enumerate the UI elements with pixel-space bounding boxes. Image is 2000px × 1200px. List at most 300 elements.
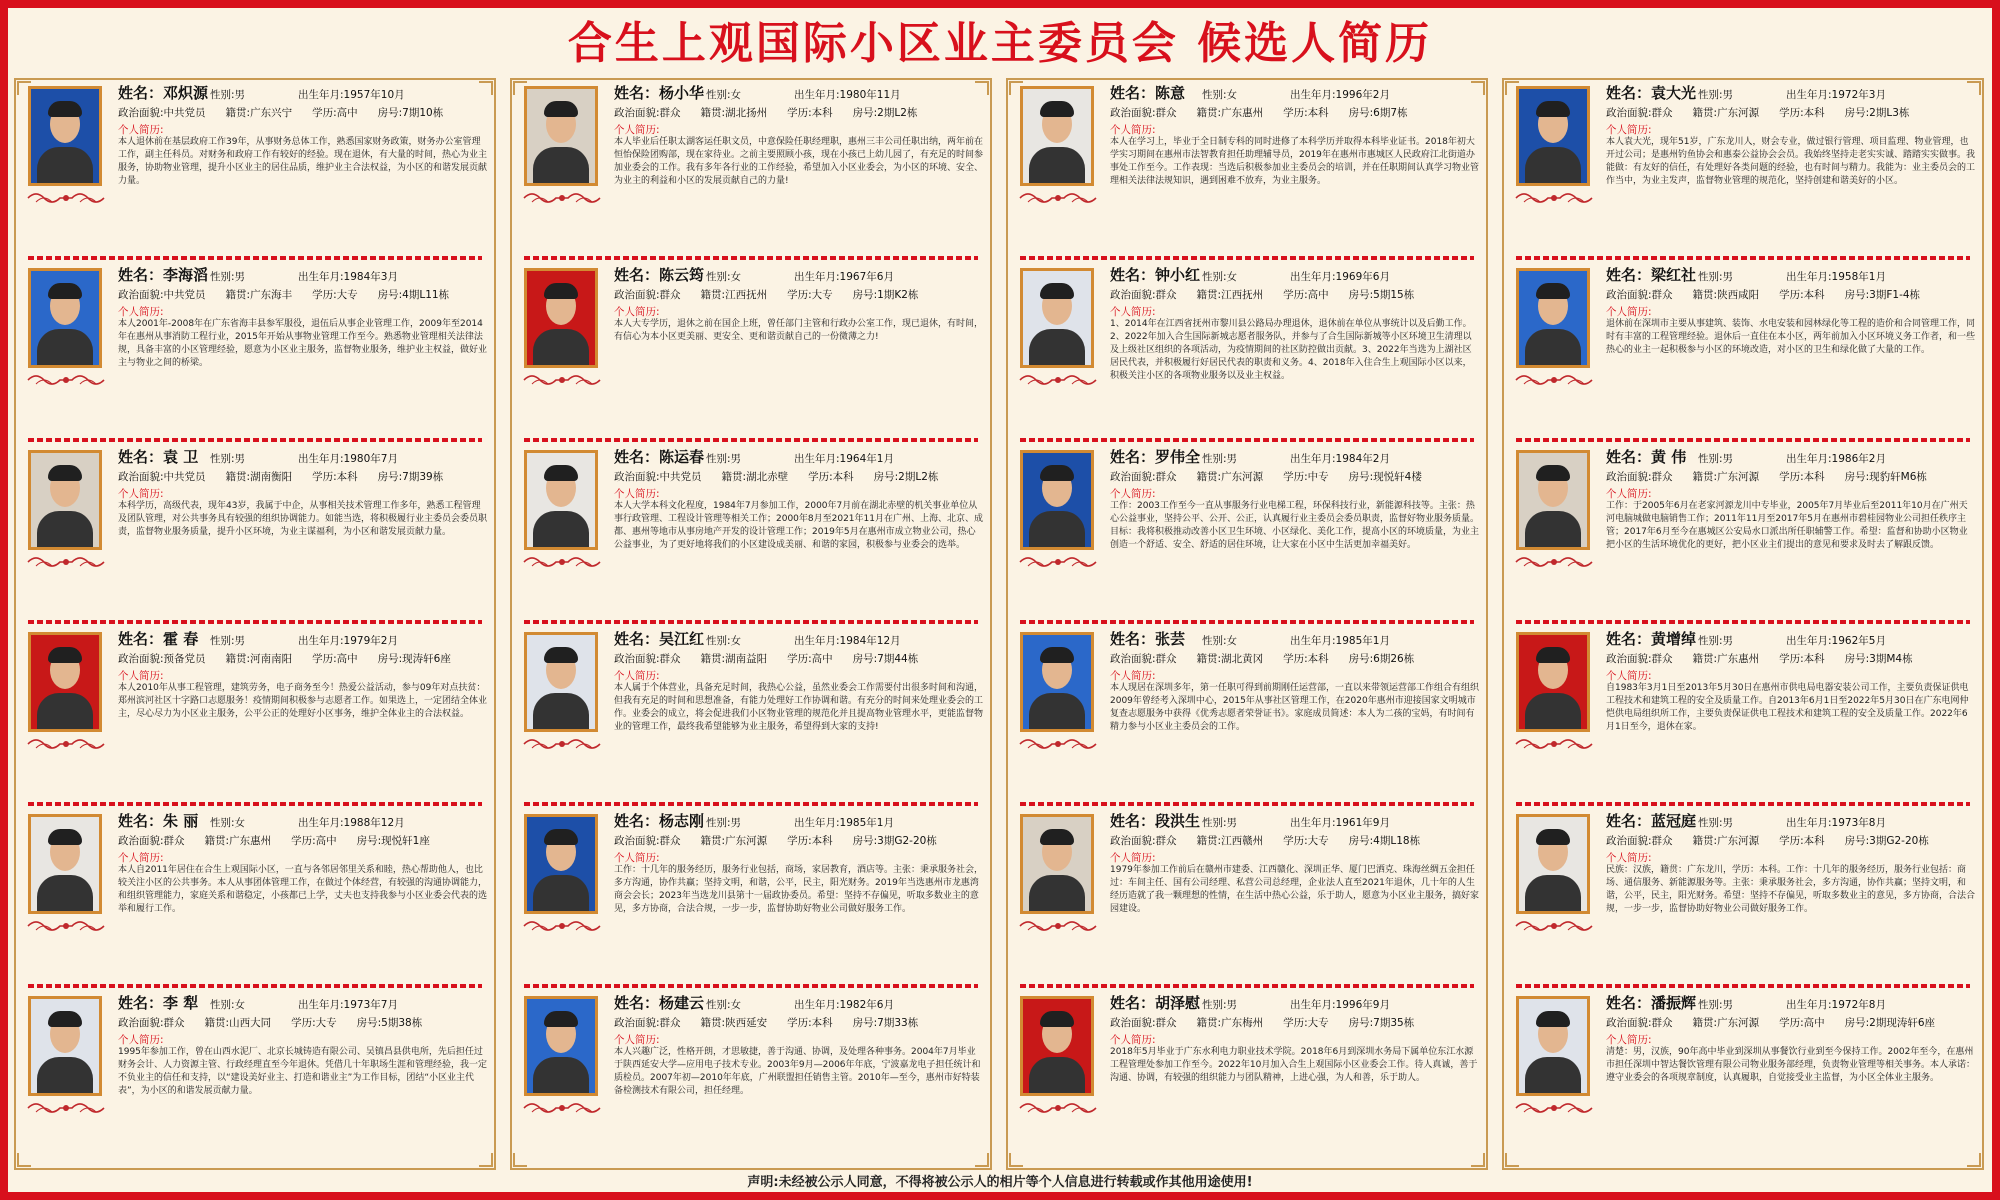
candidate-gender: 性别:男: [1202, 817, 1238, 829]
candidate-photo: [1516, 814, 1590, 914]
candidate-origin: 籍贯:河南南阳: [225, 653, 293, 665]
candidate-name: 姓名：罗伟全: [1110, 448, 1201, 466]
decorative-scroll-icon: [1018, 736, 1098, 752]
candidate-room: 房号:现悦轩1座: [356, 835, 430, 847]
candidate-political-status: 政治面貌:群众: [1606, 653, 1673, 665]
candidate-political-status: 政治面貌:群众: [614, 653, 681, 665]
candidate-birthdate: 出生年月:1984年3月: [298, 271, 398, 283]
resume-label: 个人简历:: [1606, 852, 1652, 864]
candidate-header: [1110, 630, 1482, 684]
candidate-origin: 籍贯:广东河源: [1692, 1017, 1760, 1029]
candidate-photo: [1516, 86, 1590, 186]
candidate-resume-text: 清楚：男，汉族，90年高中毕业到深圳从事餐饮行业到至今保持工作。2002年至今，在惠州市担任深圳中智达餐饮管理有限公司物业服务部经理，负责物业管理等相关事务。本人承诺：遵守业委会的各项规章制度，认真履职，自觉接受业主监督，为小区全体业主服务。: [1606, 1047, 1976, 1083]
candidate-resume-text: 本人2001年-2008年在广东省海丰县参军服役，退伍后从事企业管理工作，2009年至2014年在惠州从事消防工程行业，2015年开始从事物业管理工作至今。熟悉物业管理相关法律法规，具备丰富的小区管理经验，愿意为小区业主服务，监督物业服务，维护业主权益，做好业主与物业之间的桥梁。: [118, 319, 488, 368]
candidate-header: [614, 84, 986, 138]
candidate-photo: [1516, 632, 1590, 732]
candidate-education: 学历:本科: [312, 471, 358, 483]
candidate-room: 房号:现豹轩M6栋: [1844, 471, 1927, 483]
decorative-scroll-icon: [26, 190, 106, 206]
candidate-political-status: 政治面貌:群众: [1110, 289, 1177, 301]
candidate-room: 房号:7期10栋: [377, 107, 444, 119]
candidate-resume-text: 本人毕业后任职太湖客运任职文员，中意保险任职经理职，惠州三丰公司任职出纳，两年前在恒怡保险团购部，现在家待业。之前主要照顾小孩，现在小孩已上幼儿园了，有充足的时间参加业委会的工作。我有多年各行业的工作经验，希望加入小区业委会，为小区的环境、安全、为业主的利益和小区的发展贡献自己的力量!: [614, 137, 984, 186]
candidate-name: 姓名：杨建云: [614, 994, 705, 1012]
candidate-column: [14, 78, 496, 1170]
candidate-name: 姓名：胡泽慰: [1110, 994, 1201, 1012]
candidate-gender: 性别:女: [706, 635, 742, 647]
candidate-room: 房号:3期G2-20栋: [1844, 835, 1929, 847]
candidate-header: [118, 266, 490, 320]
candidate-political-status: 政治面貌:群众: [614, 289, 681, 301]
candidate-header: [614, 994, 986, 1048]
candidate-political-status: 政治面貌:群众: [1606, 1017, 1673, 1029]
candidate-room: 房号:现涛轩6座: [377, 653, 451, 665]
candidate-education: 学历:本科: [1779, 653, 1825, 665]
candidate-photo: [28, 86, 102, 186]
candidate-gender: 性别:女: [706, 89, 742, 101]
candidate-photo: [524, 450, 598, 550]
candidate-room: 房号:1期K2栋: [852, 289, 919, 301]
candidate-room: 房号:7期35栋: [1348, 1017, 1415, 1029]
candidate-political-status: 政治面貌:群众: [1606, 471, 1673, 483]
candidate-origin: 籍贯:湖南衡阳: [225, 471, 293, 483]
candidate-gender: 性别:男: [1202, 453, 1238, 465]
candidate-birthdate: 出生年月:1958年1月: [1786, 271, 1886, 283]
candidate-gender: 性别:女: [210, 999, 246, 1011]
candidate-resume-text: 本人自2011年居住在合生上观国际小区，一直与各邻居邻里关系和睦，热心帮助他人，也比较关注小区的公共事务。本人从事团体管理工作，在做过个体经营，有较强的沟通协调能力，和组织管理能力，家庭关系和谐稳定，小孩都已上学，丈夫也支持我参与小区业委会代表的选举和履行工作。: [118, 865, 488, 914]
candidate-resume-text: 本人袁大光，现年51岁，广东龙川人，财会专业，做过银行管理、项目监理、物业管理，也开过公司；是惠州钓鱼协会和惠泰公益协会会员。我始终坚持走老实实诚、踏踏实实做事。我能做：有友好的信任，有处理好各类问题的经验，也有时间与精力。我能为：业主委员会的工作当中，为业主发声，监督物业管理的规范化，坚持创建和谐美好的小区。: [1606, 137, 1976, 186]
candidate-room: 房号:5期38栋: [356, 1017, 423, 1029]
candidate-photo: [1020, 996, 1094, 1096]
candidate-room: 房号:7期44栋: [852, 653, 919, 665]
candidate-card: [510, 442, 992, 624]
candidate-header: [1110, 812, 1482, 866]
candidate-political-status: 政治面貌:中共党员: [118, 107, 206, 119]
candidate-room: 房号:6期26栋: [1348, 653, 1415, 665]
candidate-photo: [1020, 450, 1094, 550]
candidate-room: 房号:现悦轩4楼: [1348, 471, 1422, 483]
candidate-header: [1606, 266, 1978, 320]
candidate-birthdate: 出生年月:1984年12月: [794, 635, 901, 647]
candidate-card: [510, 988, 992, 1170]
candidate-resume-text: 自1983年3月1日至2013年5月30日在惠州市供电局电器安装公司工作，主要负责保证供电工程技术和建筑工程的安全及质量工作。自2013年6月1日至2022年5月30日在广东电网仲恺供电局组织所工作，主要负责保证供电工程技术和建筑工程的安全及质量工作。2022年6月1日至今，退休在家。: [1606, 683, 1969, 732]
candidate-column: [1006, 78, 1488, 1170]
candidate-name: 姓名：陈云筠: [614, 266, 705, 284]
candidate-resume-text: 本人在学习上，毕业于全日制专科的同时进修了本科学历并取得本科毕业证书。2018年初大学实习期间在惠州市法智教育担任助理辅导员，2019年在惠州市惠城区人民政府江北街道办事处工作至今。工作表现：当选后积极参加业主委员会的培训，并在任职期间认真学习物业管理相关法律法规知识，遇到困难不放弃，为业主服务。: [1110, 137, 1480, 186]
candidate-header: [1606, 630, 1978, 684]
candidate-birthdate: 出生年月:1984年2月: [1290, 453, 1390, 465]
candidate-education: 学历:本科: [787, 835, 833, 847]
candidate-photo: [28, 632, 102, 732]
candidate-gender: 性别:男: [706, 817, 742, 829]
candidate-birthdate: 出生年月:1985年1月: [794, 817, 894, 829]
candidate-card: [14, 988, 496, 1170]
candidate-birthdate: 出生年月:1957年10月: [298, 89, 405, 101]
candidate-header: [118, 84, 490, 138]
candidate-header: [1110, 448, 1482, 502]
candidate-header: [1110, 994, 1482, 1048]
candidate-card: [510, 260, 992, 442]
candidate-name: 姓名：钟小红: [1110, 266, 1201, 284]
candidate-room: 房号:2期L2栋: [873, 471, 939, 483]
resume-label: 个人简历:: [1606, 488, 1652, 500]
candidate-resume-text: 本人退休前在基层政府工作39年，从事财务总体工作，熟悉国家财务政策，财务办公室管理工作，副主任科员。对财务和政府工作有较好的经验。现在退休，有大量的时间，热心为业主服务，协助物业管理，提升小区业主的居住品质，维护业主合法权益，为小区的和谐发展贡献力量。: [118, 137, 488, 186]
candidate-origin: 籍贯:湖南益阳: [700, 653, 768, 665]
candidate-origin: 籍贯:江西赣州: [1196, 835, 1264, 847]
candidate-photo: [524, 86, 598, 186]
candidate-card: [1006, 806, 1488, 988]
candidate-origin: 籍贯:广东河源: [700, 835, 768, 847]
candidate-origin: 籍贯:江西抚州: [1196, 289, 1264, 301]
candidate-education: 学历:本科: [808, 471, 854, 483]
candidate-gender: 性别:女: [706, 271, 742, 283]
candidate-political-status: 政治面貌:预备党员: [118, 653, 206, 665]
candidate-header: [1110, 266, 1482, 320]
candidate-header: [118, 448, 490, 502]
candidate-origin: 籍贯:陕西咸阳: [1692, 289, 1760, 301]
candidate-birthdate: 出生年月:1985年1月: [1290, 635, 1390, 647]
candidate-origin: 籍贯:广东兴宁: [225, 107, 293, 119]
resume-label: 个人简历:: [1606, 306, 1652, 318]
candidate-header: [614, 266, 986, 320]
candidate-political-status: 政治面貌:群众: [1606, 835, 1673, 847]
candidate-birthdate: 出生年月:1988年12月: [298, 817, 405, 829]
candidate-photo: [1516, 996, 1590, 1096]
candidate-room: 房号:7期39栋: [377, 471, 444, 483]
decorative-scroll-icon: [522, 372, 602, 388]
resume-label: 个人简历:: [1110, 670, 1156, 682]
candidate-resume-text: 1、2014年在江西省抚州市黎川县公路局办理退休，退休前在单位从事统计以及后勤工作。2、2022年加入合生国际新城志愿者服务队，并参与了合生国际新城等小区环境卫生清理以及上级社区组织的各项活动，为疫情期间的社区防控做出贡献。3、2022年当选为上湖社区居民代表，并积极履行好居民代表的职责和义务。4、2018年入住合生上观国际小区以来，积极关注小区的各项物业服务以及业主权益。: [1110, 319, 1472, 381]
candidate-name: 姓名：潘振辉: [1606, 994, 1697, 1012]
candidate-header: [614, 448, 986, 502]
candidate-political-status: 政治面貌:中共党员: [118, 289, 206, 301]
candidate-photo: [1516, 450, 1590, 550]
candidate-name: 姓名：陈运春: [614, 448, 705, 466]
candidate-gender: 性别:男: [1698, 271, 1734, 283]
candidate-photo: [28, 814, 102, 914]
candidate-birthdate: 出生年月:1996年9月: [1290, 999, 1390, 1011]
candidate-header: [1606, 994, 1978, 1048]
decorative-scroll-icon: [522, 918, 602, 934]
resume-label: 个人简历:: [614, 1034, 660, 1046]
candidate-name: 姓名：杨小华: [614, 84, 705, 102]
candidate-resume-text: 本科学历，高级代表，现年43岁，我属于中企，从事相关技术管理工作多年，熟悉工程管理及团队管理，对公共事务具有较强的组织协调能力。如能当选，将积极履行业主委员会委员职责，监督物业服务质量，提升小区环境，为业主谋福利，为小区和谐发展贡献力量。: [118, 501, 488, 537]
candidate-origin: 籍贯:广东海丰: [225, 289, 293, 301]
candidate-card: [1502, 78, 1984, 260]
candidate-name: 姓名：黄增绰: [1606, 630, 1697, 648]
candidate-gender: 性别:男: [210, 453, 246, 465]
candidate-origin: 籍贯:广东惠州: [1196, 107, 1264, 119]
candidate-name: 姓名：霍 春: [118, 630, 199, 648]
candidate-gender: 性别:男: [210, 271, 246, 283]
candidate-photo: [28, 268, 102, 368]
candidate-header: [1606, 448, 1978, 502]
candidate-room: 房号:2期现涛轩6座: [1844, 1017, 1936, 1029]
candidate-political-status: 政治面貌:群众: [1110, 1017, 1177, 1029]
candidate-gender: 性别:男: [1698, 817, 1734, 829]
candidate-origin: 籍贯:广东河源: [1196, 471, 1264, 483]
candidate-origin: 籍贯:山西大同: [204, 1017, 272, 1029]
resume-label: 个人简历:: [1110, 306, 1156, 318]
resume-label: 个人简历:: [1606, 670, 1652, 682]
candidate-birthdate: 出生年月:1979年2月: [298, 635, 398, 647]
candidate-card: [1502, 260, 1984, 442]
candidate-room: 房号:5期15栋: [1348, 289, 1415, 301]
candidate-room: 房号:3期M4栋: [1844, 653, 1913, 665]
resume-label: 个人简历:: [118, 1034, 164, 1046]
candidate-photo: [1020, 632, 1094, 732]
candidate-card: [1006, 260, 1488, 442]
decorative-scroll-icon: [1514, 918, 1594, 934]
candidate-card: [14, 78, 496, 260]
candidate-photo: [524, 268, 598, 368]
candidate-origin: 籍贯:广东河源: [1692, 835, 1760, 847]
candidate-birthdate: 出生年月:1980年7月: [298, 453, 398, 465]
candidate-gender: 性别:男: [706, 453, 742, 465]
decorative-scroll-icon: [1514, 1100, 1594, 1116]
candidate-photo: [524, 632, 598, 732]
candidate-education: 学历:本科: [1779, 471, 1825, 483]
candidate-gender: 性别:男: [1698, 453, 1734, 465]
decorative-scroll-icon: [1018, 918, 1098, 934]
candidate-education: 学历:大专: [787, 289, 833, 301]
candidate-name: 姓名：杨志刚: [614, 812, 705, 830]
candidate-card: [510, 78, 992, 260]
candidate-card: [14, 624, 496, 806]
resume-label: 个人简历:: [118, 670, 164, 682]
candidate-room: 房号:6期7栋: [1348, 107, 1408, 119]
decorative-scroll-icon: [1018, 1100, 1098, 1116]
candidate-resume-text: 本人属于个体营业，具备充足时间，我热心公益，虽然业委会工作需要付出很多时间和沟通，但我有充足的时间和思想准备，有能力处理好工作协调和谐。有充分的时间来处理业委会的工作。业委会的成立，将会促进我们小区物业管理的规范化并且提高物业管理水平，更能监督物业的管理工作，最终我希望能够为业主服务，希望得到大家的支持!: [614, 683, 984, 732]
candidate-education: 学历:大专: [312, 289, 358, 301]
candidate-birthdate: 出生年月:1964年1月: [794, 453, 894, 465]
candidate-name: 姓名：吴江红: [614, 630, 705, 648]
candidate-education: 学历:本科: [1779, 107, 1825, 119]
candidate-birthdate: 出生年月:1962年5月: [1786, 635, 1886, 647]
candidate-gender: 性别:女: [1202, 89, 1238, 101]
candidate-gender: 性别:女: [1202, 635, 1238, 647]
resume-label: 个人简历:: [1110, 488, 1156, 500]
candidate-resume-text: 本人大学本科文化程度，1984年7月参加工作，2000年7月前在湖北赤壁的机关事业单位从事行政管理、工程设计管理等相关工作；2000年8月至2021年11月在广州、上海、北京、成都、惠州等地市从事房地产开发的设计管理工作；2019年5月在惠州市成立物业公司，热心公益事业，为了更好地将我们的小区建设成美丽、和谐的家园，积极参与业委会的选举。: [614, 501, 983, 550]
candidate-political-status: 政治面貌:群众: [1110, 471, 1177, 483]
candidate-card: [14, 806, 496, 988]
candidate-card: [1502, 806, 1984, 988]
candidate-gender: 性别:男: [210, 89, 246, 101]
candidate-education: 学历:本科: [1283, 653, 1329, 665]
candidate-political-status: 政治面貌:中共党员: [118, 471, 206, 483]
resume-label: 个人简历:: [118, 852, 164, 864]
candidate-education: 学历:高中: [291, 835, 337, 847]
candidate-card: [1006, 988, 1488, 1170]
decorative-scroll-icon: [1514, 736, 1594, 752]
candidate-origin: 籍贯:广东惠州: [204, 835, 272, 847]
candidate-name: 姓名：朱 丽: [118, 812, 199, 830]
candidate-political-status: 政治面貌:中共党员: [614, 471, 702, 483]
candidate-political-status: 政治面貌:群众: [1110, 835, 1177, 847]
candidate-card: [1502, 442, 1984, 624]
candidate-birthdate: 出生年月:1980年11月: [794, 89, 901, 101]
candidate-card: [14, 442, 496, 624]
candidate-resume-text: 工作：于2005年6月在老家河源龙川中专毕业，2005年7月毕业后至2011年10月在广州天河电脑城做电脑销售工作；2011年11月至2017年5月在惠州市碧桂园物业公司担任秩序主管；2017年6月至今在惠城区公安局水口派出所任职辅警工作。希望：监督和协助小区物业把小区的生活环境优化的更好，把小区业主们提出的意见和要求及时去了解跟反馈。: [1606, 501, 1968, 550]
candidate-birthdate: 出生年月:1969年6月: [1290, 271, 1390, 283]
candidate-resume-text: 退休前在深圳市主要从事建筑、装饰、水电安装和园林绿化等工程的造价和合同管理工作，同时有丰富的工程管理经验。退休后一直住在本小区，两年前加入小区环境义务工作者，和一些热心的业主一起积极参与小区的环境改造，对小区的卫生和绿化做了大量的工作。: [1606, 319, 1976, 355]
resume-label: 个人简历:: [1110, 1034, 1156, 1046]
decorative-scroll-icon: [26, 554, 106, 570]
candidate-name: 姓名：李海滔: [118, 266, 209, 284]
resume-label: 个人简历:: [118, 306, 164, 318]
decorative-scroll-icon: [26, 372, 106, 388]
poster: [8, 8, 1992, 1192]
candidate-gender: 性别:女: [210, 817, 246, 829]
candidate-political-status: 政治面貌:群众: [614, 1017, 681, 1029]
decorative-scroll-icon: [522, 736, 602, 752]
candidate-education: 学历:本科: [1779, 835, 1825, 847]
candidate-resume-text: 本人兴趣广泛，性格开朗，才思敏捷，善于沟通、协调，及处理各种事务。2004年7月毕业于陕西延安大学—应用电子技术专业。2003年9月—2006年年底，宁波嘉龙电子担任统计和质检员。2007年初—2010年年底，广州联盟担任销售主管。2010年—至今，惠州市好特装备检测技术有限公司，担任经理。: [614, 1047, 981, 1096]
candidate-origin: 籍贯:广东河源: [1692, 471, 1760, 483]
candidate-resume-text: 2018年5月毕业于广东水利电力职业技术学院。2018年6月到深圳水务局下属单位东江水源工程管理处参加工作至今。2022年10月加入合生上观国际小区业委会工作。待人真诚，善于沟通、协调，有较强的组织能力与团队精神，上进心强，为人和善，乐于助人。: [1110, 1047, 1478, 1083]
candidate-political-status: 政治面貌:群众: [614, 835, 681, 847]
candidate-card: [1502, 988, 1984, 1170]
candidate-origin: 籍贯:广东梅州: [1196, 1017, 1264, 1029]
candidate-card: [1502, 624, 1984, 806]
candidate-origin: 籍贯:江西抚州: [700, 289, 768, 301]
candidate-room: 房号:7期33栋: [852, 1017, 919, 1029]
candidate-education: 学历:高中: [312, 653, 358, 665]
candidate-origin: 籍贯:广东河源: [1692, 107, 1760, 119]
candidate-header: [614, 812, 986, 866]
candidate-political-status: 政治面貌:群众: [118, 1017, 185, 1029]
decorative-scroll-icon: [1514, 554, 1594, 570]
resume-label: 个人简历:: [614, 124, 660, 136]
candidate-room: 房号:4期L18栋: [1348, 835, 1421, 847]
candidate-resume-text: 1979年参加工作前后在赣州市建委、江西赣化、深圳正华、厦门巴洒克、珠海丝绸五金担任过：车间主任、国有公司经理、私营公司总经理，企业法人直至2021年退休，几十年的人生经历造就了我一颗理想的性情，在生活中热心公益，乐于助人，愿意为小区业主服务，搞好家园建设。: [1110, 865, 1480, 914]
candidate-birthdate: 出生年月:1961年9月: [1290, 817, 1390, 829]
candidate-resume-text: 工作：十几年的服务经历，服务行业包括，商场，家居教育，酒店等。主张：秉承服务社会，多方沟通，协作共赢；坚持文明，和谐，公平，民主，阳光财务。2019年当选惠州市龙惠湾商会会长；2023年当选龙川县第十一届政协委员。希望：坚持不存偏见，听取多数业主的意见，多方协商，合法合规，一步一步，监督协助好物业公司做好服务工作。: [614, 865, 984, 914]
decorative-scroll-icon: [26, 736, 106, 752]
candidate-photo: [1020, 86, 1094, 186]
candidate-birthdate: 出生年月:1973年7月: [298, 999, 398, 1011]
candidate-name: 姓名：梁红社: [1606, 266, 1697, 284]
candidate-name: 姓名：张芸: [1110, 630, 1186, 648]
candidate-origin: 籍贯:陕西延安: [700, 1017, 768, 1029]
candidate-room: 房号:3期G2-20栋: [852, 835, 937, 847]
candidate-birthdate: 出生年月:1986年2月: [1786, 453, 1886, 465]
candidate-birthdate: 出生年月:1982年6月: [794, 999, 894, 1011]
candidate-education: 学历:大专: [1283, 1017, 1329, 1029]
candidate-photo: [28, 996, 102, 1096]
candidate-room: 房号:3期F1-4栋: [1844, 289, 1921, 301]
candidate-header: [1606, 84, 1978, 138]
candidate-political-status: 政治面貌:群众: [1110, 107, 1177, 119]
candidate-room: 房号:4期L11栋: [377, 289, 450, 301]
candidate-political-status: 政治面貌:群众: [1110, 653, 1177, 665]
candidate-header: [118, 994, 490, 1048]
candidate-photo: [1020, 814, 1094, 914]
candidate-name: 姓名：陈意: [1110, 84, 1186, 102]
candidate-header: [118, 812, 490, 866]
candidate-origin: 籍贯:湖北赤壁: [721, 471, 789, 483]
candidate-birthdate: 出生年月:1967年6月: [794, 271, 894, 283]
resume-label: 个人简历:: [118, 124, 164, 136]
candidate-header: [118, 630, 490, 684]
decorative-scroll-icon: [522, 190, 602, 206]
candidate-gender: 性别:男: [1698, 635, 1734, 647]
candidate-column: [1502, 78, 1984, 1170]
candidate-political-status: 政治面貌:群众: [118, 835, 185, 847]
candidate-gender: 性别:男: [1698, 999, 1734, 1011]
candidate-name: 姓名：黄 伟: [1606, 448, 1687, 466]
candidate-card: [1006, 78, 1488, 260]
decorative-scroll-icon: [522, 554, 602, 570]
decorative-scroll-icon: [522, 1100, 602, 1116]
candidate-education: 学历:中专: [1283, 471, 1329, 483]
candidate-political-status: 政治面貌:群众: [614, 107, 681, 119]
candidate-photo: [524, 996, 598, 1096]
candidate-gender: 性别:女: [1202, 271, 1238, 283]
candidate-gender: 性别:男: [1698, 89, 1734, 101]
decorative-scroll-icon: [26, 1100, 106, 1116]
candidate-origin: 籍贯:广东惠州: [1692, 653, 1760, 665]
resume-label: 个人简历:: [614, 852, 660, 864]
decorative-scroll-icon: [26, 918, 106, 934]
candidate-origin: 籍贯:湖北黄冈: [1196, 653, 1264, 665]
resume-label: 个人简历:: [1606, 1034, 1652, 1046]
decorative-scroll-icon: [1514, 372, 1594, 388]
candidate-card: [1006, 624, 1488, 806]
candidate-political-status: 政治面貌:群众: [1606, 289, 1673, 301]
candidate-name: 姓名：邓炽源: [118, 84, 209, 102]
candidate-gender: 性别:男: [1202, 999, 1238, 1011]
candidate-education: 学历:本科: [787, 1017, 833, 1029]
candidate-political-status: 政治面貌:群众: [1606, 107, 1673, 119]
candidate-room: 房号:2期L3栋: [1844, 107, 1910, 119]
candidate-card: [1006, 442, 1488, 624]
resume-label: 个人简历:: [1606, 124, 1652, 136]
decorative-scroll-icon: [1018, 372, 1098, 388]
decorative-scroll-icon: [1018, 190, 1098, 206]
candidate-resume-text: 1995年参加工作，曾在山西水泥厂、北京长城铸造有限公司、吴镇昌县供电所，先后担任过财务会计、人力资源主管、行政经理直至今年退休。凭借几十年职场生涯和管理经验，我一定不负业主的信任和支持，以“建设美好业主、打造和谐业主”为工作目标，团结“小区业主代表”，为小区的和谐发展贡献力量。: [118, 1047, 488, 1096]
candidate-name: 姓名：袁 卫: [118, 448, 199, 466]
candidate-education: 学历:高中: [1283, 289, 1329, 301]
decorative-scroll-icon: [1018, 554, 1098, 570]
candidate-resume-text: 民族：汉族，籍贯：广东龙川，学历：本科。工作：十几年的服务经历，服务行业包括：商场、通信服务、新能源服务等。主张：秉承服务社会，多方沟通，协作共赢；坚持文明，和谐，公平，民主，阳光财务。希望：坚持不存偏见，听取多数业主的意见，多方协商，合法合规，一步一步，监督协助好物业公司做好服务工作。: [1606, 865, 1976, 914]
candidate-education: 学历:大专: [291, 1017, 337, 1029]
candidate-name: 姓名：段洪生: [1110, 812, 1201, 830]
resume-label: 个人简历:: [614, 488, 660, 500]
candidate-photo: [28, 450, 102, 550]
candidate-photo: [1020, 268, 1094, 368]
candidate-education: 学历:高中: [312, 107, 358, 119]
resume-label: 个人简历:: [614, 670, 660, 682]
candidate-birthdate: 出生年月:1973年8月: [1786, 817, 1886, 829]
candidate-gender: 性别:女: [706, 999, 742, 1011]
candidate-gender: 性别:男: [210, 635, 246, 647]
resume-label: 个人简历:: [614, 306, 660, 318]
resume-label: 个人简历:: [1110, 852, 1156, 864]
candidate-education: 学历:大专: [1283, 835, 1329, 847]
candidate-column: [510, 78, 992, 1170]
candidate-birthdate: 出生年月:1972年8月: [1786, 999, 1886, 1011]
candidate-photo: [1516, 268, 1590, 368]
candidate-header: [614, 630, 986, 684]
candidate-education: 学历:本科: [1779, 289, 1825, 301]
decorative-scroll-icon: [1514, 190, 1594, 206]
candidate-name: 姓名：李 犁: [118, 994, 199, 1012]
resume-label: 个人简历:: [1110, 124, 1156, 136]
candidate-origin: 籍贯:湖北扬州: [700, 107, 768, 119]
candidate-room: 房号:2期L2栋: [852, 107, 918, 119]
candidate-education: 学历:高中: [787, 653, 833, 665]
candidate-name: 姓名：袁大光: [1606, 84, 1697, 102]
